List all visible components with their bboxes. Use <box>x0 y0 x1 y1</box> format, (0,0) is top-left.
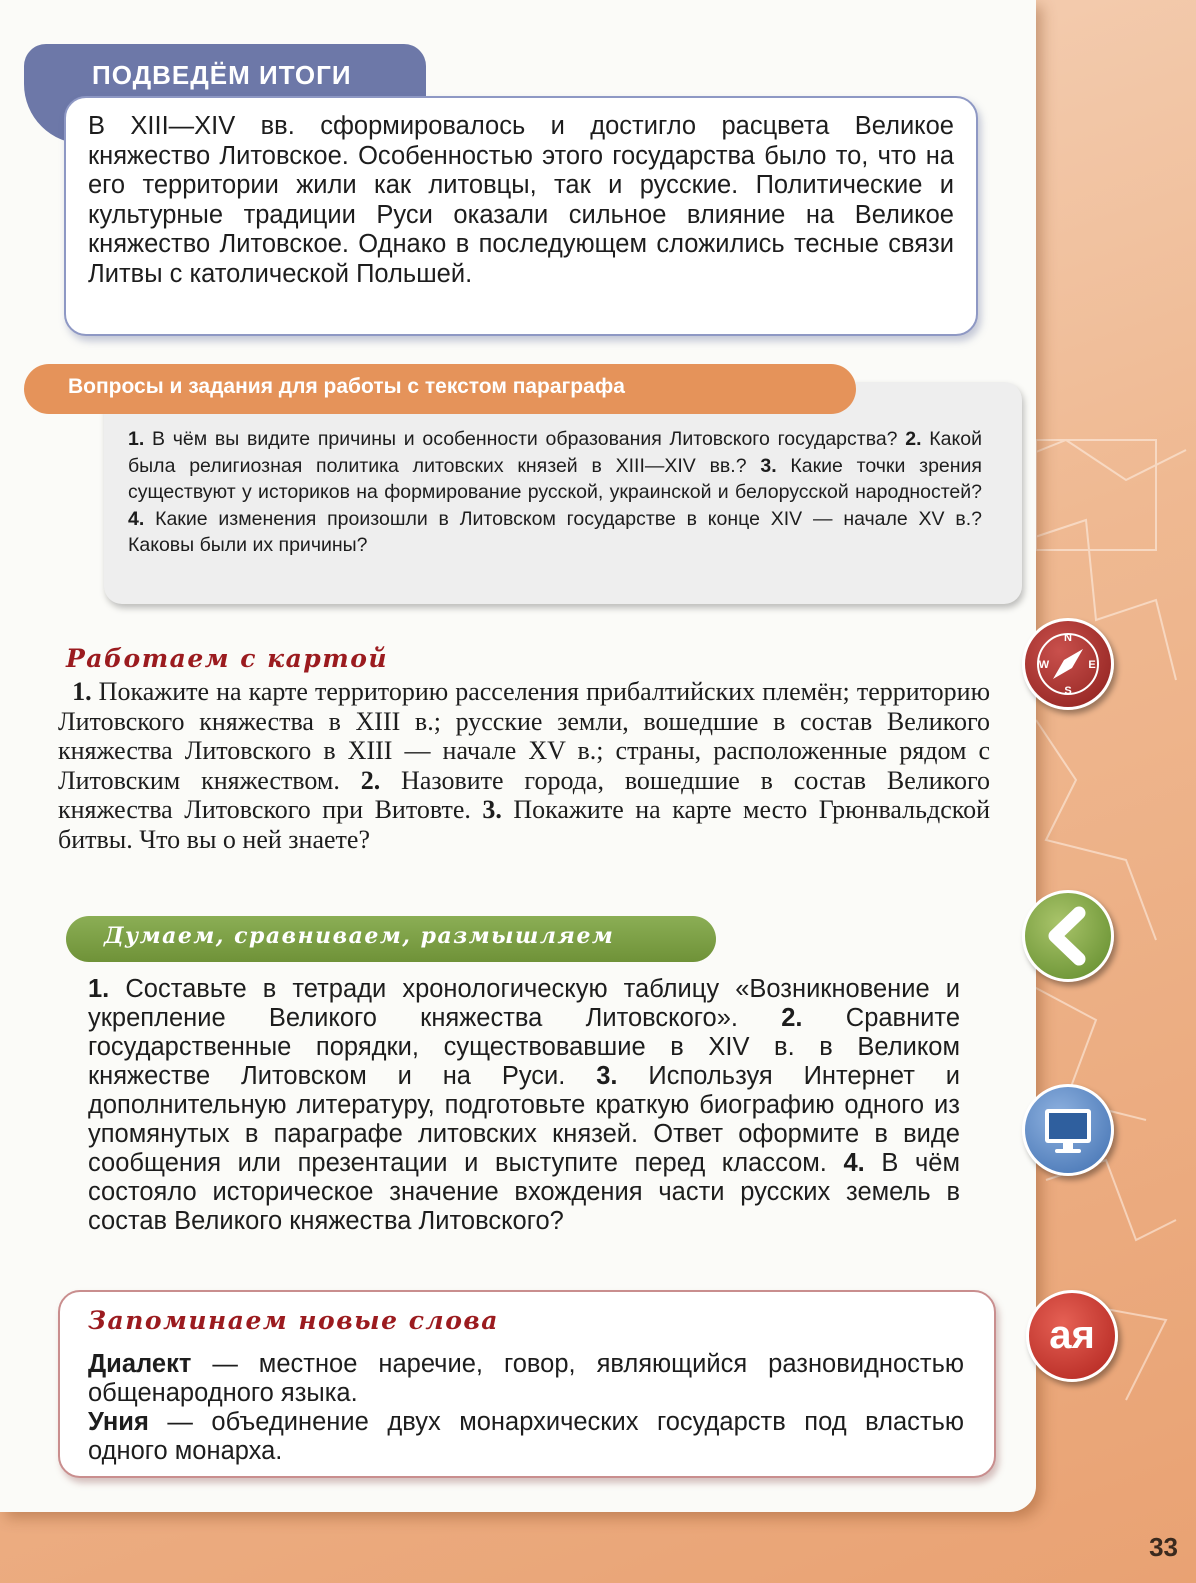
task-number: 2. <box>781 1004 803 1032</box>
dictionary-letters: ая <box>1049 1313 1095 1357</box>
question-number: 3. <box>760 454 777 477</box>
question-number: 2. <box>905 428 922 450</box>
map-tasks-text <box>58 677 990 854</box>
task-text: Сравните государственные порядки, существовавшие в XIV в. в Великом княжестве Литовском и на Руси. <box>88 1004 960 1090</box>
task-number: 2. <box>360 765 381 795</box>
question-text: Какие точки зрения существуют у историков на формирование русской, украинской и белорусской народностей? <box>128 454 982 503</box>
summary-text: В XIII—XIV вв. сформировалось и достигло расцвета Великое княжество Литовское. Особенностью этого государства было то, что на его территории жили как литовцы, так и русские. Политические и культурные традиции Руси оказали сильное влияние на Великое княжество Литовское. Однако в последующем сложились тесные связи Литвы с католической Польшей. <box>88 112 954 288</box>
task-number: 1. <box>72 677 92 706</box>
compass-letter-e: E <box>1088 659 1096 671</box>
task-text: Покажите на карте территорию расселения прибалтийских племён; территорию Литовского княжества в XIII в.; русские земли, вошедшие в состав Великого княжества Литовского в XIII — начале XV в.; страны, расположенные рядом с Литовским княжеством. <box>58 677 991 795</box>
task-text: В чём состояло историческое значение вхождения части русских земель в состав Великого княжества Литовского? <box>88 1149 960 1235</box>
glossary-entry <box>88 1408 964 1466</box>
task-text: Покажите на карте место Грюнвальдской битвы. Что вы о ней знаете? <box>58 795 991 854</box>
new-words-box <box>58 1290 996 1478</box>
new-words-list <box>88 1350 964 1466</box>
glossary-term: Уния <box>88 1408 149 1436</box>
glossary-entry <box>88 1350 964 1408</box>
task-text: Назовите города, вошедшие в состав Великого княжества Литовского при Витовте. <box>58 765 990 824</box>
summary-tab-label: ПОДВЕДЁМ ИТОГИ <box>92 60 352 90</box>
dictionary-icon <box>1026 1290 1118 1382</box>
task-number: 1. <box>88 975 110 1003</box>
glossary-term: Диалект <box>88 1350 192 1378</box>
compass-letter-w: W <box>1038 659 1050 671</box>
question-text: Какой была религиозная политика литовских князей в XIII—XIV вв.? <box>128 428 982 477</box>
compass-icon <box>1022 618 1114 710</box>
task-number: 3. <box>596 1062 618 1090</box>
map-section-title: Работаем с картой <box>66 644 389 673</box>
task-text: Используя Интернет и дополнительную литературу, подготовьте краткую биографию одного из упомянутых в параграфе литовских князей. Ответ оформите в виде сообщения или презентации и выступите перед классом. <box>88 1062 960 1177</box>
question-number: 1. <box>128 428 145 450</box>
think-tab-label: Думаем, сравниваем, размышляем <box>104 923 615 949</box>
summary-box <box>64 96 978 336</box>
task-number: 3. <box>482 795 502 824</box>
new-words-title: Запоминаем новые слова <box>88 1306 500 1335</box>
glossary-definition: — местное наречие, говор, являющийся разновидностью общенародного языка. <box>88 1350 964 1407</box>
question-number: 4. <box>128 507 145 530</box>
back-arrow-icon <box>1022 890 1114 982</box>
task-text: Составьте в тетради хронологическую таблицу «Возникновение и укрепление Великого княжества Литовского». <box>88 975 960 1032</box>
question-text: В чём вы видите причины и особенности образования Литовского государства? <box>144 428 906 450</box>
questions-tab-label: Вопросы и задания для работы с текстом параграфа <box>68 375 625 398</box>
questions-text <box>128 426 982 559</box>
think-tab <box>66 916 716 962</box>
computer-monitor-icon <box>1022 1084 1114 1176</box>
questions-box <box>104 382 1022 604</box>
task-number: 4. <box>843 1149 865 1177</box>
compass-letter-s: S <box>1064 685 1072 697</box>
glossary-definition: — объединение двух монархических государств под властью одного монарха. <box>88 1408 964 1465</box>
questions-tab <box>24 364 856 414</box>
think-tasks-text <box>88 975 960 1236</box>
compass-letter-n: N <box>1064 632 1072 644</box>
question-text: Какие изменения произошли в Литовском государстве в конце XIV — начале XV в.? Каковы были их причины? <box>128 507 982 556</box>
page-number: 33 <box>1149 1532 1178 1562</box>
